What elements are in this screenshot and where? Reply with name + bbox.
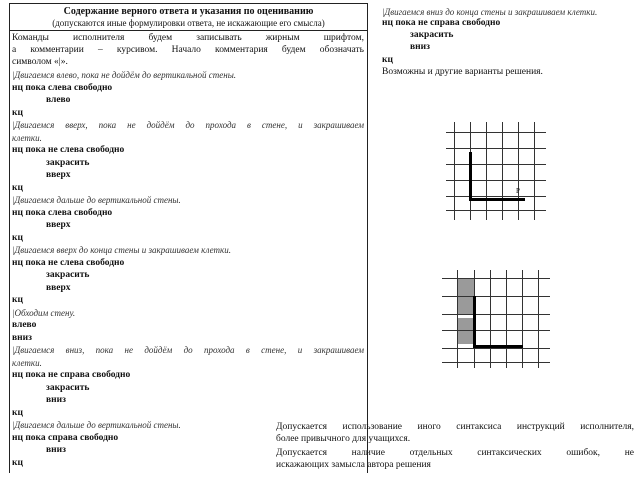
code-comment-line: клетки. [12,357,42,368]
code-command-line: кц [12,232,23,243]
header-left-border [9,3,10,473]
code-command-line: кц [12,407,23,418]
intro-line-1: Команды исполнителя будем записывать жирным шрифтом, [12,33,364,43]
code-command-line: влево [12,320,37,330]
right-cmd-end: кц [382,55,393,65]
footer-line-3: Допускается наличие отдельных синтаксических ошибок, не [276,448,634,458]
code-command-line: кц [12,295,23,305]
intro-line-2: а комментарии – курсивом. Начало комментария будем обозначать [12,45,364,55]
code-comment-line: клетки. [12,132,42,143]
footer-line-1: Допускается использование иного синтаксиса инструкций исполнителя, [276,422,634,432]
code-command-line: нц пока слева свободно [12,207,113,218]
maze-wall-vertical [473,296,476,346]
code-command-line: вверх [46,282,71,293]
intro-line-3: символом «|». [12,57,68,67]
code-comment-line: |Обходим стену. [12,307,76,318]
footer-line-2: более привычного для учащихся. [276,434,411,444]
code-comment-line: |Двигаемся влево, пока не дойдём до вертикальной стены. [12,70,237,80]
right-note: Возможны и другие варианты решения. [382,67,543,77]
code-command-line: нц пока слева свободно [12,82,113,93]
code-comment-line: |Двигаемся дальше до вертикальной стены. [12,420,181,430]
code-comment-line: |Двигаемся вниз, пока не дойдём до прохода в стене, и закрашиваем [12,345,364,355]
code-comment-line: |Двигаемся вверх, пока не дойдём до прохода в стене, и закрашиваем [12,120,364,130]
code-command-line: вниз [46,395,66,405]
code-command-line: кц [12,182,23,193]
code-command-line: закрасить [46,270,90,280]
painted-cells-lower [457,318,474,344]
code-command-line: нц пока не слева свободно [12,145,125,155]
maze-grid-start [446,122,546,220]
maze-wall-horizontal [473,345,523,348]
footer-line-4: искажающих замысла автора решения [276,460,431,470]
code-command-line: кц [12,107,23,118]
code-command-line: закрасить [46,382,90,393]
robot-marker: Р [516,187,520,195]
header-top-border [9,3,368,4]
header-subtitle: (допускаются иные формулировки ответа, не искажающие его смысла) [52,18,325,28]
code-command-line: нц пока не слева свободно [12,257,125,268]
code-command-line: нц пока справа свободно [12,432,119,443]
header-right-border [367,3,368,473]
code-command-line: закрасить [46,157,90,168]
code-command-line: нц пока не справа свободно [12,370,131,380]
code-comment-line: |Двигаемся вверх до конца стены и закрашиваем клетки. [12,245,231,255]
header-title: Содержание верного ответа и указания по оцениванию [63,6,314,17]
code-command-line: влево [46,95,71,105]
code-command-line: кц [12,457,23,468]
right-cmd-paint: закрасить [410,30,454,40]
code-command-line: вверх [46,170,71,180]
code-comment-line: |Двигаемся дальше до вертикальной стены. [12,195,181,205]
code-command-line: вниз [46,445,66,455]
right-cmd-loop: нц пока не справа свободно [382,18,501,28]
header-bottom-border [9,30,368,31]
right-cmd-down: вниз [410,42,430,52]
maze-wall-vertical [469,152,472,200]
code-command-line: вверх [46,220,71,230]
maze-wall-horizontal [469,198,525,201]
code-command-line: вниз [12,332,32,343]
maze-grid-result [442,270,550,368]
right-comment: |Двигаемся вниз до конца стены и закрашиваем клетки. [382,7,598,17]
